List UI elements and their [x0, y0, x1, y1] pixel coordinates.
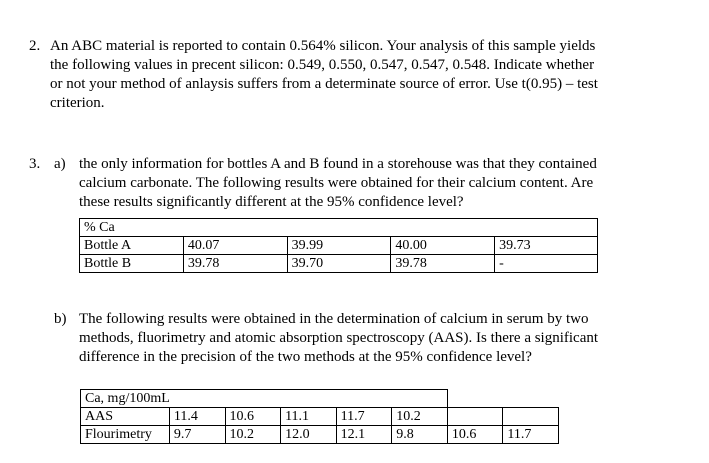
table-cell: 40.00: [391, 237, 495, 255]
table-cell: 10.2: [392, 408, 448, 426]
table-cell: 12.0: [281, 426, 337, 444]
question-2-line-1: An ABC material is reported to contain 0.564% silicon. Your analysis of this sample yields: [50, 38, 596, 54]
question-3-number: 3.: [29, 156, 41, 172]
table-cell: 10.6: [447, 426, 503, 444]
table-cell: 11.7: [503, 426, 559, 444]
table-cell: 39.78: [183, 255, 287, 273]
table-cell: 39.70: [287, 255, 391, 273]
table-cell: 10.2: [225, 426, 281, 444]
table-header-row: [81, 390, 559, 408]
part-a-line-2: calcium carbonate. The following results were obtained for their calcium content. Are: [79, 175, 594, 191]
table-cell: 39.78: [391, 255, 495, 273]
table-cell: -: [495, 255, 598, 273]
table-cell: 9.8: [392, 426, 448, 444]
table-cell: 11.7: [336, 408, 392, 426]
row-label: Bottle B: [80, 255, 184, 273]
table-header-cell: Ca, mg/100mL: [81, 390, 448, 408]
part-b-line-3: difference in the precision of the two methods at the 95% confidence level?: [79, 349, 532, 365]
question-2-line-3: or not your method of anlaysis suffers from a determinate source of error. Use t(0.95) – test: [50, 76, 598, 92]
calcium-serum-table: [80, 389, 559, 444]
blank-cell: [503, 390, 559, 408]
table-cell: 40.07: [183, 237, 287, 255]
table-cell: 10.6: [225, 408, 281, 426]
part-b-label: b): [54, 311, 67, 327]
table-cell: [447, 408, 503, 426]
part-b-line-1: The following results were obtained in the determination of calcium in serum by two: [79, 311, 589, 327]
table-row: [80, 237, 598, 255]
table-row: [81, 408, 559, 426]
question-2-line-2: the following values in precent silicon: 0.549, 0.550, 0.547, 0.547, 0.548. Indicate whether: [50, 57, 595, 73]
table-cell: 9.7: [169, 426, 225, 444]
table-row: [81, 426, 559, 444]
row-label: Bottle A: [80, 237, 184, 255]
question-2-number: 2.: [29, 38, 41, 54]
table-header-cell: % Ca: [80, 219, 598, 237]
table-header-row: [80, 219, 598, 237]
table-row: [80, 255, 598, 273]
table-cell: 11.4: [169, 408, 225, 426]
question-2-line-4: criterion.: [50, 95, 105, 111]
table-cell: 39.99: [287, 237, 391, 255]
table-cell: [503, 408, 559, 426]
table-cell: 12.1: [336, 426, 392, 444]
row-label: Flourimetry: [81, 426, 170, 444]
part-a-line-3: these results significantly different at the 95% confidence level?: [79, 194, 464, 210]
part-b-line-2: methods, fluorimetry and atomic absorption spectroscopy (AAS). Is there a significant: [79, 330, 599, 346]
part-a-line-1: the only information for bottles A and B found in a storehouse was that they contained: [79, 156, 597, 172]
table-cell: 11.1: [281, 408, 337, 426]
row-label: AAS: [81, 408, 170, 426]
blank-cell: [447, 390, 503, 408]
part-a-label: a): [54, 156, 66, 172]
bottle-calcium-table: [79, 218, 598, 273]
table-cell: 39.73: [495, 237, 598, 255]
